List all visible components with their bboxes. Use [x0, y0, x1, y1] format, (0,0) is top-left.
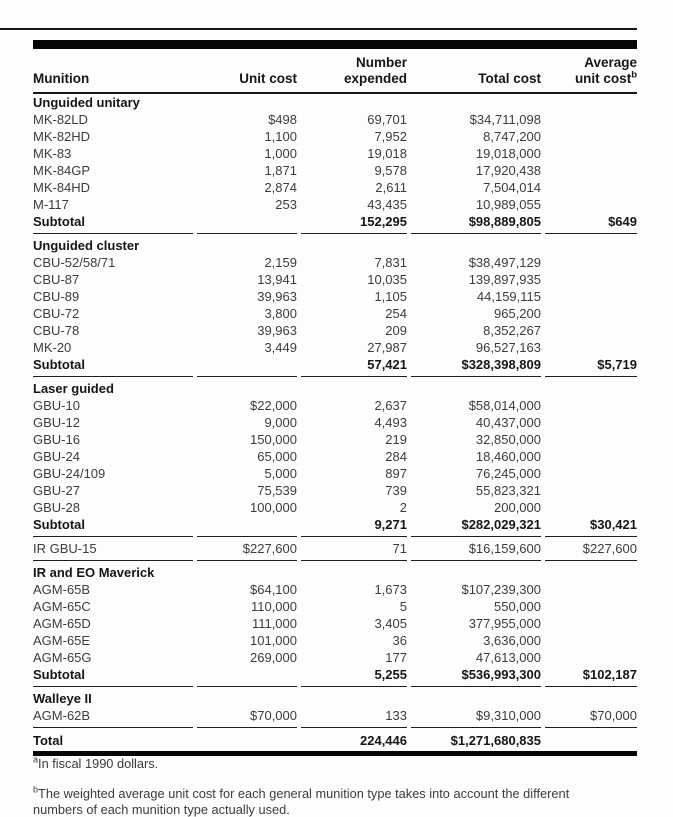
table-row [33, 162, 637, 179]
total-cost: 44,159,115 [476, 289, 541, 304]
munition-name: GBU-28 [33, 500, 80, 515]
average-unit-cost: $70,000 [590, 708, 637, 723]
munition-name: AGM-65G [33, 650, 92, 665]
total-cost: $107,239,300 [461, 582, 541, 597]
unit-cost: $498 [268, 112, 297, 127]
table-row [33, 431, 637, 448]
table-row [33, 339, 637, 356]
page-top-rule [0, 28, 637, 30]
subtotal-label: Subtotal [33, 517, 85, 532]
column-header-total-cost: Total cost [478, 71, 541, 86]
column-header-number-expended [301, 55, 407, 87]
divider-segment [301, 536, 407, 537]
subtotal-total-cost: $536,993,300 [461, 667, 541, 682]
divider-segment [411, 560, 541, 561]
unit-cost: 1,871 [264, 163, 297, 178]
unit-cost: 1,000 [264, 146, 297, 161]
total-cost: 17,920,438 [475, 163, 541, 178]
number-expended: 2,637 [374, 398, 407, 413]
munition-name: GBU-27 [33, 483, 80, 498]
footnote-b [33, 786, 593, 817]
subtotal-row [33, 356, 637, 373]
number-expended: 739 [385, 483, 407, 498]
unit-cost: 1,100 [264, 129, 297, 144]
column-header-average-line1: Average [584, 55, 637, 70]
section-divider [33, 373, 637, 380]
number-expended: 5 [399, 599, 407, 614]
unit-cost: 3,800 [264, 306, 297, 321]
section-divider [33, 557, 637, 564]
subtotal-total-cost: $282,029,321 [461, 517, 541, 532]
total-cost: 965,200 [494, 306, 541, 321]
total-label: Total [33, 732, 64, 748]
subtotal-row [33, 666, 637, 683]
number-expended: 209 [385, 323, 407, 338]
munition-name: CBU-72 [33, 306, 80, 321]
total-cost: 3,636,000 [483, 633, 541, 648]
table-row [33, 145, 637, 162]
section-divider [33, 724, 637, 731]
section-title: Unguided unitary [33, 95, 140, 110]
unit-cost: $70,000 [250, 708, 297, 723]
munition-name: AGM-62B [33, 708, 91, 723]
total-cost: 76,245,000 [475, 466, 541, 481]
number-expended: 284 [385, 449, 407, 464]
column-header-number-expended-line2: expended [343, 71, 407, 86]
number-expended: 2,611 [375, 180, 407, 195]
subtotal-total-cost: $98,889,805 [468, 214, 541, 229]
munition-name: MK-84HD [33, 180, 91, 195]
number-expended: 133 [385, 708, 407, 723]
total-cost: 32,850,000 [475, 432, 541, 447]
unit-cost: 110,000 [250, 599, 297, 614]
total-cost: 18,460,000 [475, 449, 541, 464]
table-row [33, 632, 637, 649]
unit-cost: $64,100 [250, 582, 297, 597]
section-divider [33, 683, 637, 690]
divider-segment [33, 560, 193, 561]
table-row [33, 499, 637, 516]
divider-segment [301, 686, 407, 687]
munition-name: CBU-87 [33, 272, 80, 287]
column-header-average-unit-cost [545, 55, 637, 87]
table-row [33, 397, 637, 414]
total-number-expended: 224,446 [360, 732, 407, 748]
divider-segment [197, 686, 297, 687]
munition-name: CBU-52/58/71 [33, 255, 116, 270]
total-cost: 40,437,000 [475, 415, 541, 430]
unit-cost: 39,963 [257, 323, 297, 338]
footnote-b-marker: b [33, 784, 39, 795]
unit-cost: $22,000 [250, 398, 297, 413]
divider-segment [33, 686, 193, 687]
total-cost: $38,497,129 [468, 255, 541, 270]
subtotal-row [33, 213, 637, 230]
footnote-b-text: The weighted average unit cost for each general munition type takes into account the different numbers of each munition type actually used. [33, 785, 570, 817]
number-expended: 36 [392, 633, 407, 648]
table-row [33, 254, 637, 271]
divider-segment [197, 560, 297, 561]
divider-segment [301, 233, 407, 234]
table-row [33, 465, 637, 482]
munition-name: MK-20 [33, 340, 72, 355]
section-title: Laser guided [33, 381, 114, 396]
divider-segment [33, 727, 193, 728]
divider-segment [411, 233, 541, 234]
munition-name: MK-84GP [33, 163, 91, 178]
table-header-row [33, 55, 637, 94]
divider-segment [197, 376, 297, 377]
munition-name: GBU-16 [33, 432, 80, 447]
total-total-cost: $1,271,680,835 [450, 732, 541, 748]
divider-segment [545, 536, 637, 537]
unit-cost: 13,941 [257, 272, 297, 287]
unit-cost: 2,874 [264, 180, 297, 195]
divider-segment [545, 560, 637, 561]
munition-name: IR GBU-15 [33, 541, 97, 556]
number-expended: 7,831 [374, 255, 407, 270]
divider-segment [411, 686, 541, 687]
unit-cost: 65,000 [257, 449, 297, 464]
section-header [33, 94, 637, 111]
munition-name: AGM-65C [33, 599, 91, 614]
subtotal-average-unit-cost: $102,187 [582, 667, 637, 682]
divider-segment [33, 376, 193, 377]
divider-segment [411, 376, 541, 377]
table-title-bar [33, 40, 637, 49]
footnotes [33, 756, 593, 817]
column-header-footnote-marker: b [631, 69, 637, 81]
unit-cost: 111,000 [251, 616, 297, 631]
number-expended: 27,987 [367, 340, 407, 355]
total-cost: 139,897,935 [468, 272, 541, 287]
unit-cost: 101,000 [250, 633, 297, 648]
total-cost: 377,955,000 [468, 616, 541, 631]
total-cost: 47,613,000 [475, 650, 541, 665]
total-cost: $9,310,000 [475, 708, 541, 723]
divider-segment [33, 233, 193, 234]
number-expended: 69,701 [367, 112, 407, 127]
unit-cost: 9,000 [264, 415, 297, 430]
grand-total-row [33, 731, 637, 750]
number-expended: 3,405 [374, 616, 407, 631]
munition-name: CBU-78 [33, 323, 80, 338]
table-row [33, 128, 637, 145]
section-title: IR and EO Maverick [33, 565, 155, 580]
total-cost: 200,000 [494, 500, 541, 515]
section-header [33, 237, 637, 254]
subtotal-label: Subtotal [33, 214, 85, 229]
divider-segment [545, 233, 637, 234]
unit-cost: $227,600 [242, 541, 297, 556]
munitions-table [33, 40, 637, 756]
divider-segment [33, 536, 193, 537]
table-row [33, 707, 637, 724]
munition-name: GBU-24/109 [33, 466, 106, 481]
section-header [33, 564, 637, 581]
number-expended: 19,018 [367, 146, 407, 161]
munition-name: GBU-12 [33, 415, 80, 430]
number-expended: 1,105 [374, 289, 407, 304]
munition-name: AGM-65D [33, 616, 91, 631]
divider-segment [545, 727, 637, 728]
divider-segment [301, 727, 407, 728]
subtotal-number-expended: 5,255 [374, 667, 407, 682]
unit-cost: 5,000 [264, 466, 297, 481]
unit-cost: 39,963 [257, 289, 297, 304]
table-row [33, 448, 637, 465]
section-header [33, 380, 637, 397]
subtotal-average-unit-cost: $649 [608, 214, 637, 229]
section-header [33, 690, 637, 707]
table-row [33, 414, 637, 431]
munition-name: M-117 [33, 197, 69, 212]
total-cost: 96,527,163 [475, 340, 541, 355]
divider-segment [197, 536, 297, 537]
divider-segment [411, 536, 541, 537]
number-expended: 254 [385, 306, 407, 321]
table-row [33, 271, 637, 288]
number-expended: 1,673 [374, 582, 407, 597]
number-expended: 897 [385, 466, 407, 481]
total-cost: 19,018,000 [475, 146, 541, 161]
column-header-munition: Munition [33, 71, 90, 86]
subtotal-number-expended: 57,421 [367, 357, 407, 372]
footnote-a [33, 756, 593, 773]
number-expended: 10,035 [367, 272, 407, 287]
munition-name: GBU-10 [33, 398, 80, 413]
unit-cost: 253 [275, 197, 297, 212]
munition-name: AGM-65E [33, 633, 91, 648]
table-row [33, 288, 637, 305]
munition-name: AGM-65B [33, 582, 91, 597]
divider-segment [545, 376, 637, 377]
unit-cost: 3,449 [264, 340, 297, 355]
subtotal-label: Subtotal [33, 667, 85, 682]
unit-cost: 100,000 [250, 500, 297, 515]
subtotal-number-expended: 9,271 [374, 517, 407, 532]
munition-name: GBU-24 [33, 449, 80, 464]
unit-cost: 75,539 [257, 483, 297, 498]
table-body [33, 94, 637, 731]
total-cost: 7,504,014 [483, 180, 541, 195]
table-row [33, 111, 637, 128]
column-header-average-line2: unit cost$^b$ [574, 69, 637, 86]
total-cost: $34,711,098 [469, 112, 541, 127]
table-row [33, 179, 637, 196]
subtotal-row [33, 516, 637, 533]
column-header-unit-cost: Unit cost [239, 71, 297, 86]
number-expended: 71 [392, 541, 407, 556]
total-cost: 550,000 [494, 599, 541, 614]
number-expended: 4,493 [374, 415, 407, 430]
number-expended: 2 [399, 500, 407, 515]
table-row [33, 581, 637, 598]
divider-segment [197, 233, 297, 234]
unit-cost: 2,159 [264, 255, 297, 270]
total-cost: $58,014,000 [468, 398, 541, 413]
table-row [33, 540, 637, 557]
average-unit-cost: $227,600 [582, 541, 637, 556]
unit-cost: 269,000 [250, 650, 297, 665]
column-header-number-expended-line1: Number [355, 55, 407, 70]
subtotal-label: Subtotal [33, 357, 85, 372]
subtotal-average-unit-cost: $5,719 [597, 357, 637, 372]
footnote-a-marker: a [33, 754, 39, 765]
subtotal-number-expended: 152,295 [360, 214, 407, 229]
table-row [33, 196, 637, 213]
number-expended: 177 [385, 650, 407, 665]
divider-segment [411, 727, 541, 728]
divider-segment [301, 376, 407, 377]
total-cost: 8,352,267 [483, 323, 541, 338]
section-divider [33, 533, 637, 540]
number-expended: 9,578 [374, 163, 407, 178]
footnote-a-text: In fiscal 1990 dollars. [38, 756, 159, 771]
section-title: Unguided cluster [33, 238, 140, 253]
total-cost: $16,159,600 [468, 541, 541, 556]
total-cost: 8,747,200 [483, 129, 541, 144]
unit-cost: 150,000 [250, 432, 297, 447]
section-divider [33, 230, 637, 237]
number-expended: 219 [385, 432, 407, 447]
munition-name: CBU-89 [33, 289, 80, 304]
number-expended: 43,435 [367, 197, 407, 212]
total-cost: 10,989,055 [475, 197, 541, 212]
section-title: Walleye II [33, 691, 92, 706]
table-row [33, 649, 637, 666]
divider-segment [301, 560, 407, 561]
number-expended: 7,952 [374, 129, 407, 144]
munition-name: MK-82LD [33, 112, 88, 127]
subtotal-total-cost: $328,398,809 [461, 357, 541, 372]
munition-name: MK-82HD [33, 129, 91, 144]
divider-segment [545, 686, 637, 687]
munition-name: MK-83 [33, 146, 72, 161]
table-row [33, 598, 637, 615]
table-row [33, 322, 637, 339]
divider-segment [197, 727, 297, 728]
total-cost: 55,823,321 [475, 483, 541, 498]
subtotal-average-unit-cost: $30,421 [590, 517, 637, 532]
table-row [33, 305, 637, 322]
table-row [33, 615, 637, 632]
table-row [33, 482, 637, 499]
